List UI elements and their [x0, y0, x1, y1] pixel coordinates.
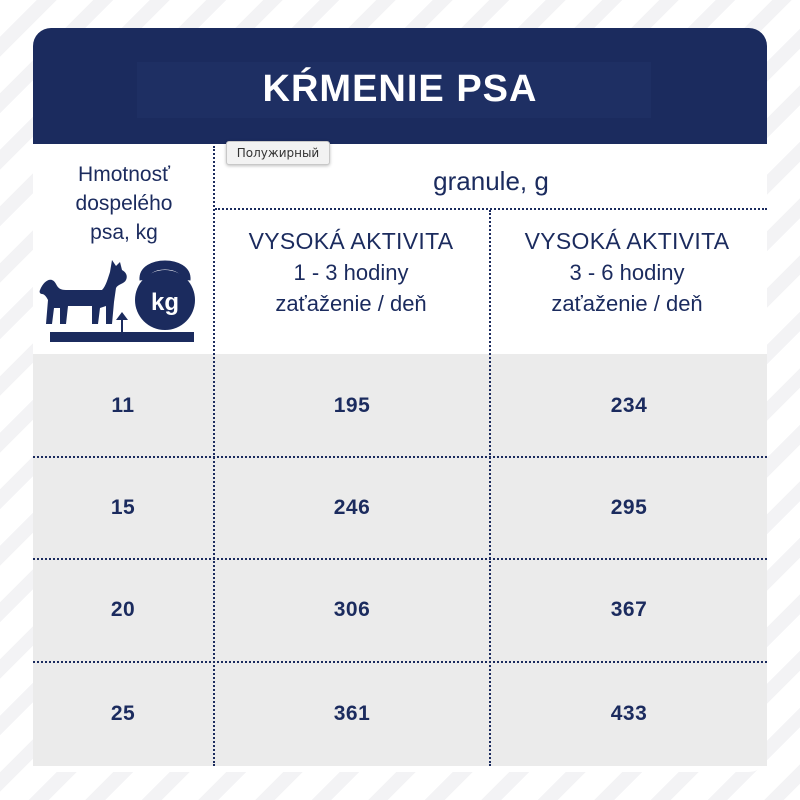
row-4-low-activity: 361 [333, 702, 371, 725]
divider-row-1 [33, 456, 767, 458]
divider-row-2 [33, 558, 767, 560]
row-3-high-activity: 367 [610, 598, 648, 621]
activity-load-1: zaťaženie / deň [275, 291, 427, 316]
row-3-weight: 20 [110, 598, 136, 621]
dog-icon [40, 260, 127, 324]
row-1-high-activity: 234 [610, 394, 648, 417]
dog-weight-icon [38, 250, 198, 350]
activity-heading-2: VYSOKÁ AKTIVITA [524, 228, 730, 254]
title-banner [33, 28, 767, 144]
activity-heading-1: VYSOKÁ AKTIVITA [248, 228, 454, 254]
row-1-weight: 11 [111, 394, 135, 417]
row-3-low-activity: 306 [333, 598, 371, 621]
row-4-high-activity: 433 [610, 702, 648, 725]
activity-load-2: zaťaženie / deň [551, 291, 703, 316]
row-2-low-activity: 246 [333, 496, 371, 519]
divider-row-3 [33, 661, 767, 663]
activity-header-2 [489, 226, 765, 319]
kg-badge: kg [150, 289, 180, 316]
row-1-low-activity: 195 [333, 394, 371, 417]
activity-hours-1: 1 - 3 hodiny [293, 260, 409, 285]
granule-header: granule, g [433, 166, 549, 196]
weight-column-header [33, 160, 215, 247]
divider-header [215, 208, 767, 210]
divider-vertical-2 [489, 210, 491, 766]
bold-tooltip: Полужирный [226, 141, 330, 165]
activity-header-1 [213, 226, 489, 319]
row-2-weight: 15 [110, 496, 136, 519]
weight-header-line-2: dospelého [75, 192, 173, 215]
weight-header-line-3: psa, kg [90, 221, 158, 244]
page-title: KŔMENIE PSA [262, 68, 538, 110]
kettlebell-icon [135, 265, 195, 330]
row-2-high-activity: 295 [610, 496, 648, 519]
activity-hours-2: 3 - 6 hodiny [569, 260, 685, 285]
row-4-weight: 25 [110, 702, 136, 725]
weight-header-line-1: Hmotnosť [78, 163, 170, 186]
